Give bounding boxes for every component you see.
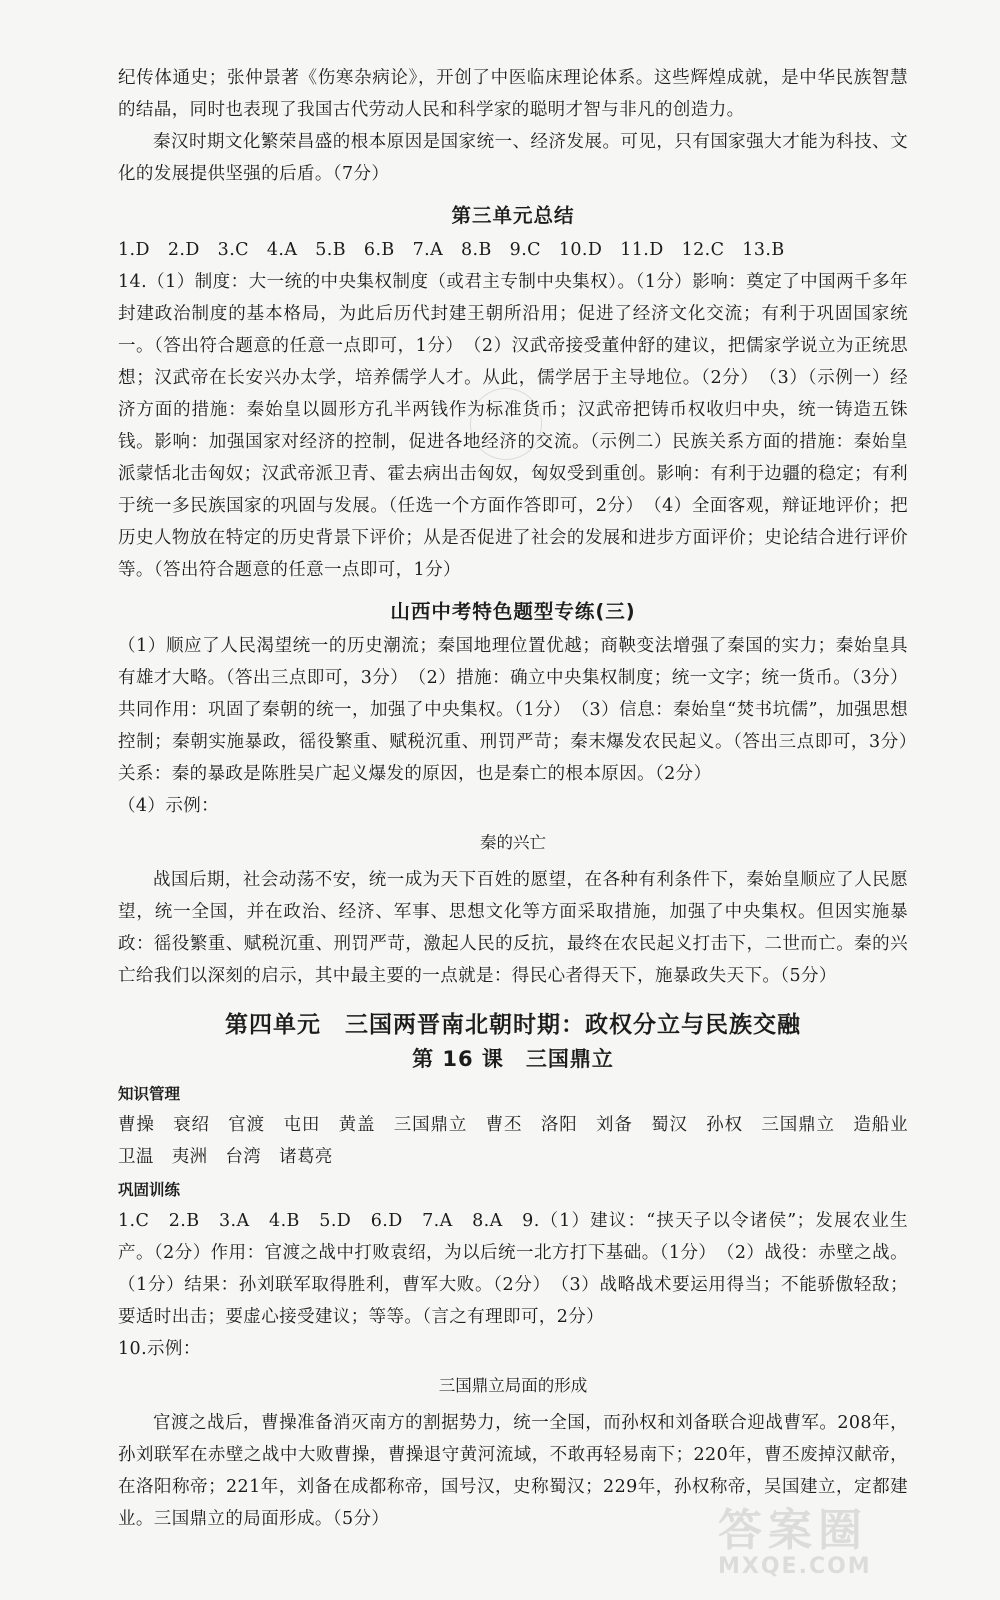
essay-text: 战国后期，社会动荡不安，统一成为天下百姓的愿望，在各种有利条件下，秦始皇顺应了人民愿望，统一全国，并在政治、经济、军事、思想文化等方面采取措施，加强了中央集权。但因实施暴政：徭役繁重、赋税沉重、刑罚严苛，激起人民的反抗，最终在农民起义打击下，二世而亡。秦的兴亡给我们以深刻的启示，其中最主要的一点就是：得民心者得天下，施暴政失天下。（5分） — [118, 870, 908, 986]
paragraph: （1）顺应了人民渴望统一的历史潮流；秦国地理位置优越；商鞅变法增强了秦国的实力；秦始皇具有雄才大略。（答出三点即可，3分） （2）措施：确立中央集权制度；统一文字；统一货币。（3分）共同作用：巩固了秦朝的统一，加强了中央集权。（1分） （3）信息：秦始皇“焚书坑儒”，加强思想控制；秦朝实施暴政，徭役繁重、赋税沉重、刑罚严苛；秦末爆发农民起义。（答出三点即可，3分）关系：秦的暴政是陈胜吴广起义爆发的原因，也是秦亡的根本原因。（2分） — [118, 636, 908, 784]
paragraph: （4）示例： — [118, 796, 220, 816]
paragraph: 秦汉时期文化繁荣昌盛的根本原因是国家统一、经济发展。可见，只有国家强大才能为科技、文化的发展提供坚强的后盾。（7分） — [118, 132, 908, 184]
lesson-title: 第 16 课 三国鼎立 — [412, 1047, 614, 1071]
section-title: 山西中考特色题型专练(三) — [390, 600, 636, 623]
keyword-list: 曹操 衰绍 官渡 屯田 黄盖 三国鼎立 曹丕 洛阳 刘备 蜀汉 孙权 三国鼎立 造船业 卫温 夷洲 台湾 诸葛亮 — [118, 1115, 926, 1167]
subsection-label: 巩固训练 — [118, 1181, 181, 1199]
subsection-label: 知识管理 — [118, 1085, 181, 1103]
essay-title: 三国鼎立局面的形成 — [438, 1376, 588, 1395]
answer-page — [118, 62, 926, 1535]
paragraph: 1.C 2.B 3.A 4.B 5.D 6.D 7.A 8.A 9.（1）建议：“挟天子以令诸侯”；发展农业生产。（2分）作用：官渡之战中打败袁绍，为以后统一北方打下基础。（1分） （2）战役：赤壁之战。（1分）结果：孙刘联军取得胜利，曹军大败。（2分） （3）战略战术要运用得当；不能骄傲轻敌；要适时出击；要虚心接受建议；等等。（言之有理即可，2分） — [118, 1211, 908, 1327]
essay-title: 秦的兴亡 — [480, 833, 546, 852]
site-watermark — [718, 1505, 978, 1580]
unit-title: 第四单元 三国两晋南北朝时期：政权分立与民族交融 — [225, 1012, 801, 1038]
watermark-url: MXQE.COM — [718, 1554, 872, 1579]
watermark-chinese: 答案圈 — [718, 1505, 868, 1556]
essay-text: 官渡之战后，曹操准备消灭南方的割据势力，统一全国，而孙权和刘备联合迎战曹军。208年，孙刘联军在赤壁之战中大败曹操，曹操退守黄河流域，不敢再轻易南下；220年，曹丕废掉汉献帝，在洛阳称帝；221年，刘备在成都称帝，国号汉，史称蜀汉；229年，孙权称帝，吴国建立，定都建业。三国鼎立的局面形成。（5分） — [118, 1413, 908, 1529]
paragraph: 纪传体通史；张仲景著《伤寒杂病论》，开创了中医临床理论体系。这些辉煌成就，是中华民族智慧的结晶，同时也表现了我国古代劳动人民和科学家的聪明才智与非凡的创造力。 — [118, 68, 908, 120]
question-14-answer: 14.（1）制度：大一统的中央集权制度（或君主专制中央集权）。（1分）影响：奠定了中国两千多年封建政治制度的基本格局，为此后历代封建王朝所沿用；促进了经济文化交流；有利于巩固国家统一。（答出符合题意的任意一点即可，1分） （2）汉武帝接受董仲舒的建议，把儒家学说立为正统思想；汉武帝在长安兴办太学，培养儒学人才。从此，儒学居于主导地位。（2分） （3）（示例一）经济方面的措施：秦始皇以圆形方孔半两钱作为标准货币；汉武帝把铸币权收归中央，统一铸造五铢钱。影响：加强国家对经济的控制，促进各地经济的交流。（示例二）民族关系方面的措施：秦始皇派蒙恬北击匈奴；汉武帝派卫青、霍去病出击匈奴，匈奴受到重创。影响：有利于边疆的稳定；有利于统一多民族国家的巩固与发展。（任选一个方面作答即可，2分） （4）全面客观，辩证地评价；把历史人物放在特定的历史背景下评价；从是否促进了社会的发展和进步方面评价；史论结合进行评价等。（答出符合题意的任意一点即可，1分） — [118, 272, 908, 580]
section-title: 第三单元总结 — [451, 204, 575, 227]
answer-line: 1.D 2.D 3.C 4.A 5.B 6.B 7.A 8.B 9.C 10.D 11.D 12.C 13.B — [118, 240, 785, 260]
paragraph: 10.示例： — [118, 1339, 201, 1359]
